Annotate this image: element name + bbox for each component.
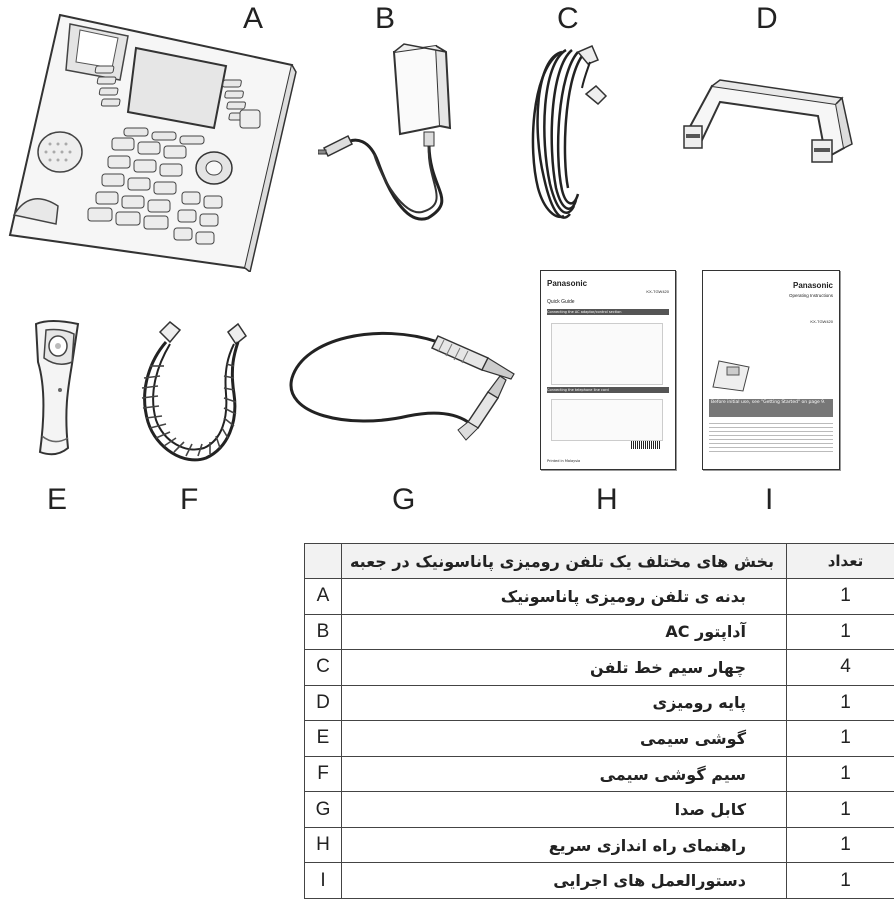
table-row [305,685,894,721]
table-row [305,721,894,757]
operating-instructions-brand: Panasonic [792,281,833,290]
header-letter-cell [305,544,342,579]
label-e: E [47,483,68,516]
header-count: تعداد [787,544,894,579]
quick-guide-brand: Panasonic [547,279,588,288]
row-count: 1 [787,614,894,650]
label-c: C [557,2,579,35]
label-h: H [596,483,618,516]
row-description: آداپتور AC [342,614,787,650]
line-cord-icon [522,38,612,228]
row-count: 1 [787,827,894,863]
row-letter: D [305,685,342,721]
quick-guide-icon [540,270,676,470]
row-description: پایه رومیزی [342,685,787,721]
operating-instructions-banner: Before initial use, see "Getting Started" on page 9. [709,399,833,417]
ac-adapter-icon [318,40,458,225]
row-description: سیم گوشی سیمی [342,756,787,792]
row-description: کابل صدا [342,792,787,828]
handset-icon [28,318,86,460]
label-b: B [375,2,396,35]
row-description: بدنه ی تلفن رومیزی پاناسونیک [342,579,787,615]
row-letter: I [305,863,342,899]
row-description: گوشی سیمی [342,721,787,757]
quick-guide-section-1: Connecting the AC adaptor/control section [547,309,669,315]
row-description: راهنمای راه اندازی سریع [342,827,787,863]
label-g: G [392,483,416,516]
operating-instructions-icon [702,270,840,470]
table-row [305,792,894,828]
row-description: چهار سیم خط تلفن [342,650,787,686]
label-a: A [243,2,264,35]
row-count: 1 [787,685,894,721]
coiled-cord-icon [130,318,255,468]
row-count: 1 [787,579,894,615]
table-row [305,863,894,899]
row-description: دستورالعمل های اجرایی [342,863,787,899]
table-row [305,650,894,686]
row-letter: G [305,792,342,828]
row-letter: F [305,756,342,792]
label-d: D [756,2,778,35]
operating-instructions-model: KX-TGW420 [810,319,833,324]
row-count: 4 [787,650,894,686]
row-letter: C [305,650,342,686]
table-row [305,827,894,863]
phone-thumbnail-icon [711,359,751,393]
row-count: 1 [787,721,894,757]
table-row [305,579,894,615]
table-row [305,614,894,650]
desk-phone-icon [0,10,300,272]
quick-guide-title: Quick Guide [547,299,575,305]
quick-guide-footer: Printed in Malaysia [547,459,581,463]
table-header-row [305,544,894,579]
row-letter: B [305,614,342,650]
header-description: بخش های مختلف یک تلفن رومیزی پاناسونیک در جعبه [342,544,787,579]
label-i: I [765,483,774,516]
operating-instructions-title: Operating Instructions [788,293,833,298]
quick-guide-model: KX-TGW420 [646,289,669,294]
audio-cable-icon [288,318,518,458]
row-count: 1 [787,756,894,792]
parts-table [304,543,894,899]
wall-mount-stand-icon [676,70,856,180]
row-count: 1 [787,792,894,828]
row-letter: H [305,827,342,863]
quick-guide-section-2: Connecting the telephone line cord [547,387,669,393]
row-count: 1 [787,863,894,899]
label-f: F [180,483,199,516]
table-row [305,756,894,792]
row-letter: A [305,579,342,615]
row-letter: E [305,721,342,757]
